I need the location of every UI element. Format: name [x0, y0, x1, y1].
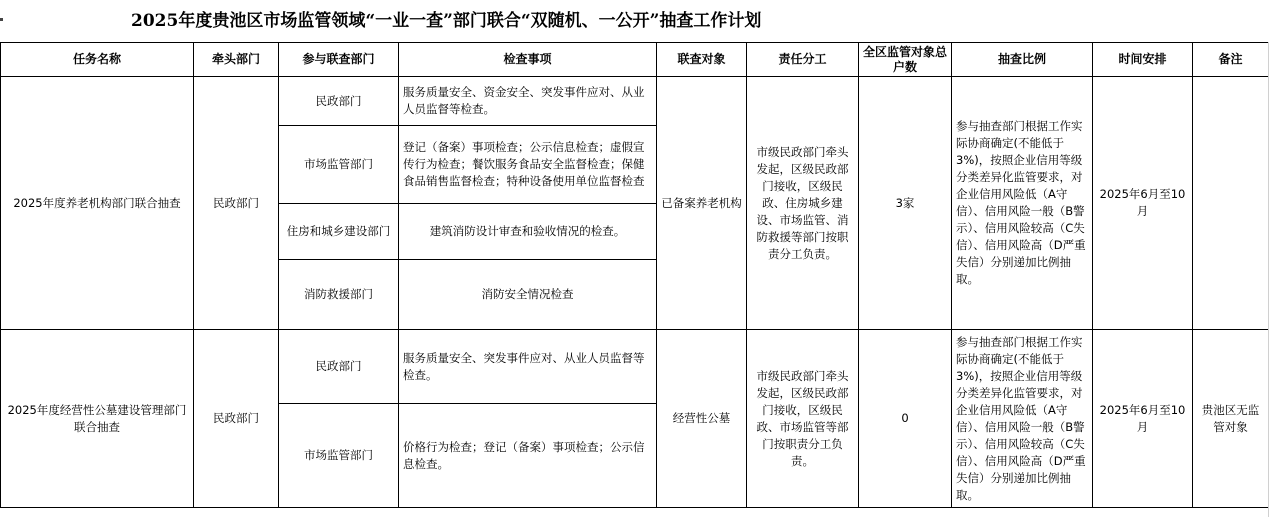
- document-title: [0, 0, 1280, 42]
- note-cell[interactable]: [1193, 77, 1269, 330]
- total-cell[interactable]: 0: [859, 330, 952, 508]
- joint-dept-cell[interactable]: 民政部门: [279, 77, 399, 126]
- check-items-cell[interactable]: 消防安全情况检查: [399, 260, 657, 330]
- header-target[interactable]: 联查对象: [657, 43, 747, 77]
- header-duty[interactable]: 责任分工: [747, 43, 859, 77]
- target-cell[interactable]: 已备案养老机构: [657, 77, 747, 330]
- note-cell[interactable]: 贵池区无监管对象: [1193, 330, 1269, 508]
- total-cell[interactable]: 3家: [859, 77, 952, 330]
- duty-cell[interactable]: 市级民政部门牵头发起，区级民政部门接收，区级民政、市场监管等部门按职责分工负责。: [747, 330, 859, 508]
- joint-dept-cell[interactable]: 住房和城乡建设部门: [279, 204, 399, 260]
- header-lead-dept[interactable]: 牵头部门: [194, 43, 279, 77]
- check-items-cell[interactable]: 价格行为检查；登记（备案）事项检查；公示信息检查。: [399, 404, 657, 508]
- check-items-cell[interactable]: 服务质量安全、资金安全、突发事件应对、从业人员监督等检查。: [399, 77, 657, 126]
- sheet-edge: [1268, 42, 1280, 517]
- header-note[interactable]: 备注: [1193, 43, 1269, 77]
- header-joint-depts[interactable]: 参与联查部门: [279, 43, 399, 77]
- lead-dept-cell[interactable]: 民政部门: [194, 330, 279, 508]
- target-cell[interactable]: 经营性公墓: [657, 330, 747, 508]
- time-cell[interactable]: 2025年6月至10月: [1093, 77, 1193, 330]
- title-text: 2025年度贵池区市场监管领域“一业一查”部门联合“双随机、一公开”抽查工作计划: [131, 11, 762, 31]
- joint-dept-cell[interactable]: 市场监管部门: [279, 126, 399, 204]
- table-row: [1, 77, 1269, 126]
- table-row: [1, 330, 1269, 404]
- joint-dept-cell[interactable]: 民政部门: [279, 330, 399, 404]
- task-name-cell[interactable]: 2025年度经营性公墓建设管理部门联合抽查: [1, 330, 194, 508]
- header-check-items[interactable]: 检查事项: [399, 43, 657, 77]
- header-ratio[interactable]: 抽查比例: [952, 43, 1093, 77]
- ratio-cell[interactable]: 参与抽查部门根据工作实际协商确定(不能低于3%)，按照企业信用等级分类差异化监管要求，对企业信用风险低（A守信）、信用风险一般（B警示）、信用风险较高（C失信）、信用风险高（D严重失信）分别递加比例抽取。: [952, 330, 1093, 508]
- check-items-cell[interactable]: 建筑消防设计审查和验收情况的检查。: [399, 204, 657, 260]
- plan-table: [0, 42, 1269, 508]
- header-task-name[interactable]: 任务名称: [1, 43, 194, 77]
- header-row: [1, 43, 1269, 77]
- joint-dept-cell[interactable]: 消防救援部门: [279, 260, 399, 330]
- header-total[interactable]: 全区监管对象总户数: [859, 43, 952, 77]
- header-time[interactable]: 时间安排: [1093, 43, 1193, 77]
- time-cell[interactable]: 2025年6月至10月: [1093, 330, 1193, 508]
- duty-cell[interactable]: 市级民政部门牵头发起，区级民政部门接收，区级民政、住房城乡建设、市场监管、消防救援等部门按职责分工负责。: [747, 77, 859, 330]
- task-name-cell[interactable]: 2025年度养老机构部门联合抽查: [1, 77, 194, 330]
- joint-dept-cell[interactable]: 市场监管部门: [279, 404, 399, 508]
- ratio-cell[interactable]: 参与抽查部门根据工作实际协商确定(不能低于3%)，按照企业信用等级分类差异化监管要求，对企业信用风险低（A守信）、信用风险一般（B警示）、信用风险较高（C失信）、信用风险高（D严重失信）分别递加比例抽取。: [952, 77, 1093, 330]
- lead-dept-cell[interactable]: 民政部门: [194, 77, 279, 330]
- check-items-cell[interactable]: 登记（备案）事项检查；公示信息检查；虚假宣传行为检查；餐饮服务食品安全监督检查；保健食品销售监督检查；特种设备使用单位监督检查: [399, 126, 657, 204]
- check-items-cell[interactable]: 服务质量安全、突发事件应对、从业人员监督等检查。: [399, 330, 657, 404]
